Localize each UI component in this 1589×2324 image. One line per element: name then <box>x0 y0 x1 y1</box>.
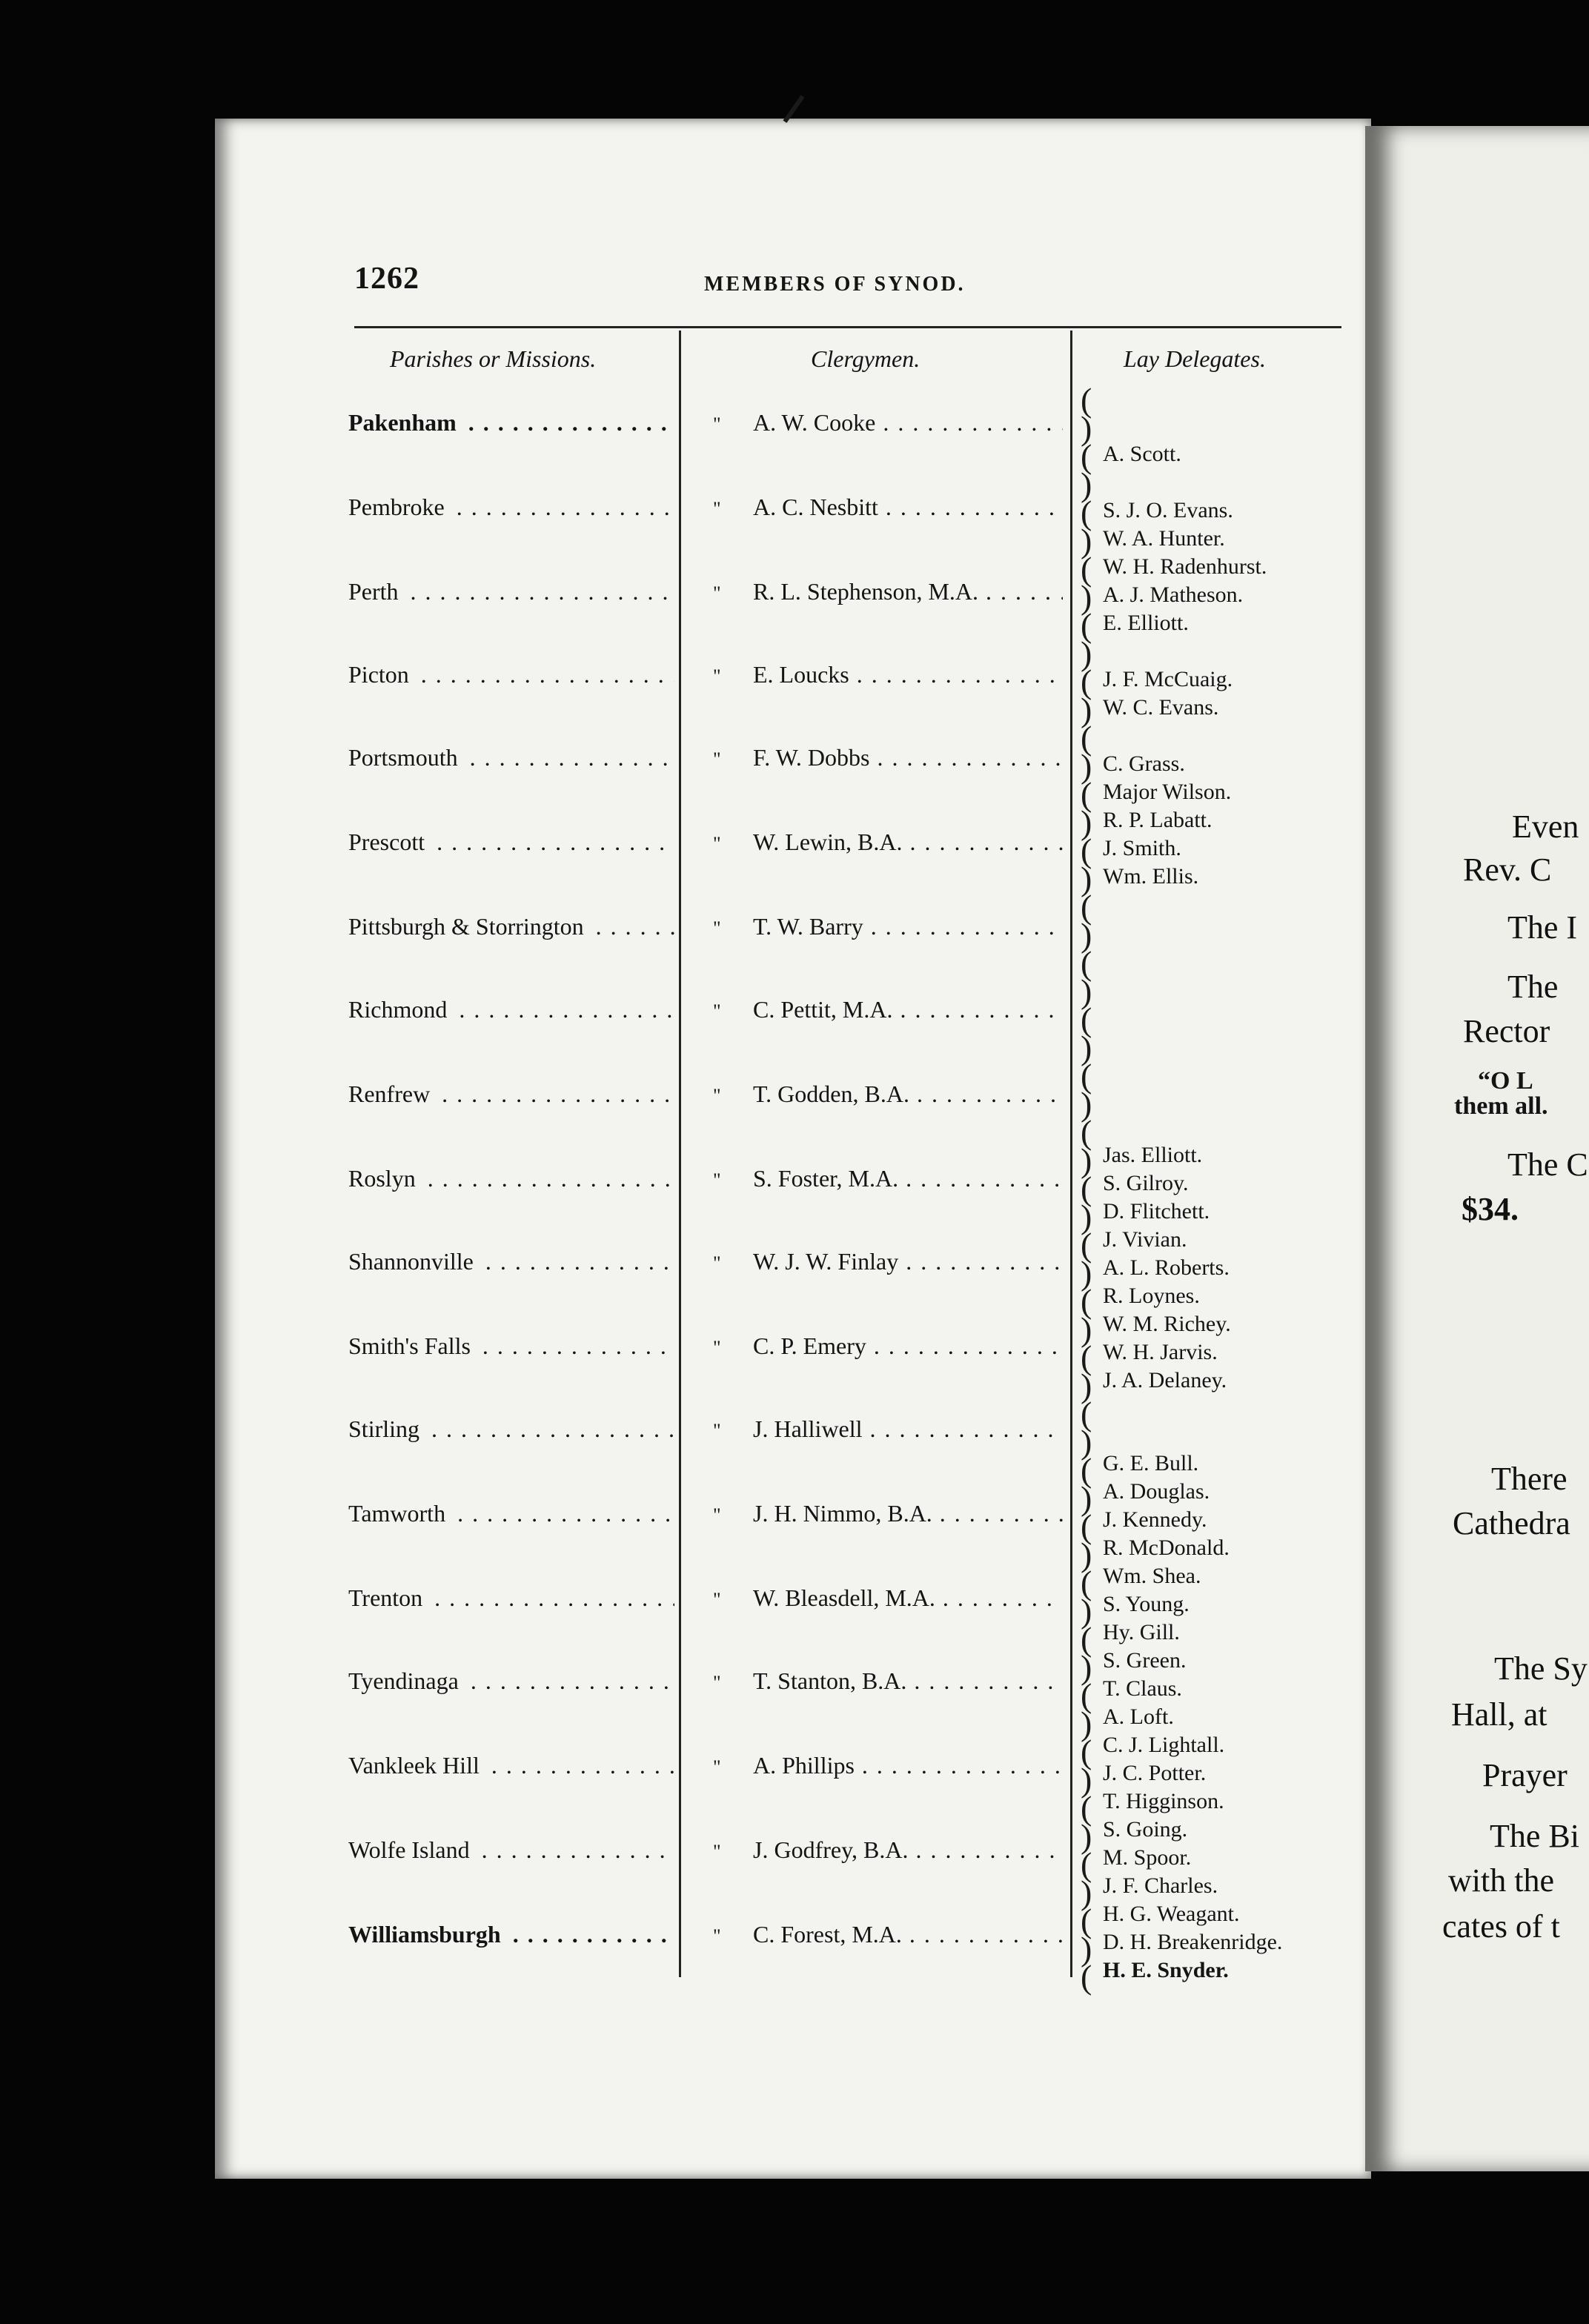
parish-name <box>348 578 674 605</box>
parish-name <box>348 1415 674 1443</box>
brace-mark: ) <box>1081 1873 1092 1911</box>
brace-mark: ( <box>1081 1902 1092 1939</box>
brace-mark: ( <box>1081 1620 1092 1658</box>
parish-name <box>348 1500 674 1527</box>
lay-delegate: D. H. Breakenridge. <box>1103 1930 1283 1954</box>
ditto-mark: " <box>713 917 721 939</box>
clergy-name: C. Forest, M.A. . . . <box>753 1921 1063 1948</box>
brace-mark: ) <box>1081 803 1092 841</box>
parish-label: Vankleek Hill <box>348 1752 484 1779</box>
brace-mark: ( <box>1081 719 1092 757</box>
lay-delegate: C. Grass. <box>1103 751 1185 776</box>
ditto-mark: " <box>713 1420 721 1441</box>
ditto-mark: " <box>713 1504 721 1526</box>
page-number: 1262 <box>354 262 419 296</box>
parish-label: Richmond <box>348 996 451 1023</box>
brace-mark: ( <box>1081 944 1092 982</box>
brace-mark: ) <box>1081 1310 1092 1348</box>
lay-delegate: Jas. Elliott. <box>1103 1143 1203 1167</box>
facing-page-line: Even <box>1512 809 1579 845</box>
lay-delegate: R. Loynes. <box>1103 1284 1200 1308</box>
clergy-name: C. Pettit, M.A. . . . <box>753 996 1063 1023</box>
brace-mark: ( <box>1081 381 1092 419</box>
brace-mark: ( <box>1081 775 1092 813</box>
parish-name <box>348 1667 674 1695</box>
ditto-mark: " <box>713 1672 721 1693</box>
facing-page-line: Rev. C <box>1463 851 1552 888</box>
running-head: MEMBERS OF SYNOD. <box>704 273 966 296</box>
clergy-name: J. H. Nimmo, B.A. . . . <box>753 1500 1063 1527</box>
parish-name <box>348 1584 674 1612</box>
brace-mark: ) <box>1081 409 1092 447</box>
brace-mark: ) <box>1081 1536 1092 1573</box>
brace-mark: ) <box>1081 1761 1092 1799</box>
lay-delegate: R. McDonald. <box>1103 1536 1230 1560</box>
brace-mark: ) <box>1081 1817 1092 1855</box>
parish-name <box>348 996 674 1023</box>
lay-delegate: S. J. O. Evans. <box>1103 498 1233 522</box>
lay-delegate: H. G. Weagant. <box>1103 1902 1240 1926</box>
column-header-parishes: Parishes or Missions. <box>390 345 597 372</box>
brace-mark: ) <box>1081 1930 1092 1968</box>
facing-page-line: with the <box>1448 1862 1554 1899</box>
clergy-name: W. Bleasdell, M.A. . . . <box>753 1584 1063 1612</box>
ditto-mark: " <box>713 1589 721 1610</box>
brace-mark: ) <box>1081 1085 1092 1123</box>
parish-label: Stirling <box>348 1415 424 1442</box>
brace-mark: ( <box>1081 606 1092 644</box>
ditto-mark: " <box>713 582 721 604</box>
column-header-lay-delegates: Lay Delegates. <box>1124 345 1266 372</box>
ditto-mark: " <box>713 748 721 770</box>
parish-name <box>348 1248 674 1275</box>
clergy-name: A. C. Nesbitt . . . <box>753 494 1063 521</box>
brace-mark: ( <box>1081 1169 1092 1207</box>
lay-delegate: S. Green. <box>1103 1648 1187 1673</box>
facing-page-line: The Sy <box>1494 1650 1588 1687</box>
lay-delegate: W. H. Jarvis. <box>1103 1340 1218 1364</box>
brace-mark: ) <box>1081 465 1092 503</box>
parish-name <box>348 494 674 521</box>
brace-mark: ) <box>1081 860 1092 897</box>
parish-label: Portsmouth <box>348 744 462 771</box>
parish-name <box>348 1752 674 1779</box>
facing-page-line: The Bi <box>1490 1818 1579 1854</box>
parish-label: Pittsburgh & Storrington <box>348 913 588 940</box>
parish-name <box>348 409 674 436</box>
ditto-mark: " <box>713 1252 721 1274</box>
parish-label: Roslyn <box>348 1165 420 1192</box>
facing-page-line: Rector <box>1463 1013 1550 1049</box>
parish-label: Prescott <box>348 829 429 855</box>
column-header-clergy: Clergymen. <box>811 345 920 372</box>
clergy-name: R. L. Stephenson, M.A. . . . <box>753 578 1063 605</box>
lay-delegate: Wm. Shea. <box>1103 1564 1201 1588</box>
clergy-name: J. Godfrey, B.A. . . . <box>753 1836 1063 1864</box>
brace-mark: ) <box>1081 1423 1092 1461</box>
facing-page-line: “O L <box>1478 1067 1533 1095</box>
lay-delegate: J. Smith. <box>1103 836 1181 860</box>
brace-mark: ( <box>1081 663 1092 700</box>
clergy-name: S. Foster, M.A. . . . <box>753 1165 1063 1192</box>
brace-mark: ) <box>1081 578 1092 616</box>
facing-page-line: them all. <box>1454 1092 1548 1120</box>
clergy-name: A. W. Cooke . . . <box>753 409 1063 436</box>
facing-page-line: cates of t <box>1442 1908 1560 1945</box>
parish-name <box>348 1332 674 1360</box>
parish-label: Renfrew <box>348 1080 434 1107</box>
brace-mark: ) <box>1081 916 1092 954</box>
clergy-name: A. Phillips . . . <box>753 1752 1063 1779</box>
parish-label: Trenton <box>348 1584 427 1611</box>
brace-mark: ) <box>1081 1479 1092 1517</box>
lay-delegate: J. F. McCuaig. <box>1103 667 1233 691</box>
brace-mark: ( <box>1081 1057 1092 1095</box>
brace-mark: ( <box>1081 1000 1092 1038</box>
brace-mark: ( <box>1081 494 1092 531</box>
lay-delegate: J. F. Charles. <box>1103 1873 1218 1898</box>
clergy-name: F. W. Dobbs . . . <box>753 744 1063 771</box>
clergy-name: W. Lewin, B.A. . . . <box>753 829 1063 856</box>
ditto-mark: " <box>713 414 721 435</box>
lay-delegate: J. C. Potter. <box>1103 1761 1207 1785</box>
lay-delegate: Major Wilson. <box>1103 780 1232 804</box>
clergy-name: J. Halliwell . . . <box>753 1415 1063 1443</box>
brace-mark: ) <box>1081 747 1092 785</box>
ditto-mark: " <box>713 1337 721 1358</box>
ditto-mark: " <box>713 1925 721 1947</box>
brace-mark: ( <box>1081 437 1092 475</box>
facing-page-line: The <box>1507 969 1559 1005</box>
parish-name <box>348 829 674 856</box>
parish-name <box>348 913 674 940</box>
clergy-name: T. W. Barry . . . <box>753 913 1063 940</box>
lay-delegate: W. C. Evans. <box>1103 695 1219 720</box>
brace-mark: ) <box>1081 1704 1092 1742</box>
lay-delegate: J. Kennedy. <box>1103 1507 1207 1532</box>
facing-page-line: The C <box>1507 1146 1588 1183</box>
parish-name <box>348 1921 674 1948</box>
brace-mark: ( <box>1081 831 1092 869</box>
lay-delegate: W. A. Hunter. <box>1103 526 1225 551</box>
parish-label: Pakenham <box>348 409 461 436</box>
parish-label: Tyendinaga <box>348 1667 463 1694</box>
brace-mark: ) <box>1081 1254 1092 1292</box>
ditto-mark: " <box>713 1169 721 1191</box>
parish-name <box>348 1165 674 1192</box>
lay-delegate: S. Going. <box>1103 1817 1188 1842</box>
lay-delegate: H. E. Snyder. <box>1103 1958 1229 1982</box>
header-rule <box>354 326 1341 328</box>
brace-mark: ( <box>1081 1395 1092 1432</box>
lay-delegate: W. H. Radenhurst. <box>1103 554 1267 579</box>
lay-delegate: Hy. Gill. <box>1103 1620 1180 1644</box>
lay-delegate: A. L. Roberts. <box>1103 1255 1230 1280</box>
facing-page-line: There <box>1491 1461 1568 1497</box>
brace-mark: ( <box>1081 1564 1092 1601</box>
ditto-mark: " <box>713 1841 721 1862</box>
brace-mark: ( <box>1081 1226 1092 1264</box>
brace-mark: ( <box>1081 1451 1092 1489</box>
parish-label: Shannonville <box>348 1248 478 1275</box>
parish-label: Wolfe Island <box>348 1836 474 1863</box>
lay-delegate: R. P. Labatt. <box>1103 808 1213 832</box>
parish-name <box>348 1080 674 1108</box>
brace-mark: ( <box>1081 1676 1092 1714</box>
parish-label: Pembroke <box>348 494 449 520</box>
lay-delegate: G. E. Bull. <box>1103 1451 1199 1475</box>
brace-mark: ) <box>1081 634 1092 672</box>
parish-label: Picton <box>348 661 414 688</box>
ditto-mark: " <box>713 1756 721 1778</box>
lay-delegate: C. J. Lightall. <box>1103 1733 1225 1757</box>
brace-mark: ) <box>1081 1648 1092 1686</box>
ditto-mark: " <box>713 498 721 519</box>
clergy-name: T. Godden, B.A. . . . <box>753 1080 1063 1108</box>
lay-delegate: S. Gilroy. <box>1103 1171 1189 1195</box>
parish-name <box>348 1836 674 1864</box>
brace-mark: ) <box>1081 691 1092 728</box>
parish-label: Smith's Falls <box>348 1332 475 1359</box>
lay-delegate: T. Claus. <box>1103 1676 1182 1701</box>
lay-delegate: E. Elliott. <box>1103 611 1189 635</box>
brace-mark: ( <box>1081 1507 1092 1545</box>
column-divider <box>1070 331 1072 1977</box>
clergy-name: T. Stanton, B.A. . . . <box>753 1667 1063 1695</box>
lay-delegate: T. Higginson. <box>1103 1789 1224 1813</box>
parish-name <box>348 661 674 688</box>
brace-mark: ) <box>1081 1367 1092 1404</box>
ditto-mark: " <box>713 1085 721 1106</box>
brace-mark: ) <box>1081 1592 1092 1630</box>
facing-page-line: Cathedra <box>1453 1505 1570 1541</box>
parish-label: Perth <box>348 578 403 605</box>
lay-delegate: W. M. Richey. <box>1103 1312 1231 1336</box>
brace-mark: ( <box>1081 1282 1092 1320</box>
lay-delegate: J. Vivian. <box>1103 1227 1187 1252</box>
brace-mark: ) <box>1081 1029 1092 1066</box>
lay-delegate: A. Loft. <box>1103 1704 1174 1729</box>
brace-mark: ( <box>1081 888 1092 926</box>
lay-delegate: A. J. Matheson. <box>1103 582 1244 607</box>
brace-mark: ( <box>1081 1958 1092 1996</box>
clergy-name: C. P. Emery . . . <box>753 1332 1063 1360</box>
lay-delegate: D. Flitchett. <box>1103 1199 1210 1224</box>
facing-page-line: Prayer <box>1482 1757 1568 1793</box>
facing-page-line: The I <box>1507 909 1578 946</box>
lay-delegate: S. Young. <box>1103 1592 1190 1616</box>
clergy-name: W. J. W. Finlay . . . <box>753 1248 1063 1275</box>
brace-mark: ( <box>1081 1845 1092 1883</box>
brace-mark: ( <box>1081 1733 1092 1770</box>
facing-page-line: Hall, at <box>1451 1696 1547 1733</box>
brace-mark: ( <box>1081 550 1092 588</box>
lay-delegate: M. Spoor. <box>1103 1845 1192 1870</box>
brace-mark: ( <box>1081 1789 1092 1827</box>
parish-label: Williamsburgh <box>348 1921 505 1948</box>
lay-delegate: A. Scott. <box>1103 442 1181 466</box>
lay-delegate: J. A. Delaney. <box>1103 1368 1227 1392</box>
lay-delegate: A. Douglas. <box>1103 1479 1210 1504</box>
brace-mark: ) <box>1081 972 1092 1010</box>
brace-mark: ( <box>1081 1113 1092 1151</box>
column-divider <box>679 331 681 1977</box>
ditto-mark: " <box>713 665 721 687</box>
clergy-name: E. Loucks . . . <box>753 661 1063 688</box>
ditto-mark: " <box>713 833 721 854</box>
parish-label: Tamworth <box>348 1500 450 1527</box>
brace-mark: ) <box>1081 522 1092 560</box>
brace-column <box>1081 381 1092 1996</box>
parish-name <box>348 744 674 771</box>
brace-mark: ( <box>1081 1338 1092 1376</box>
ditto-mark: " <box>713 1000 721 1022</box>
brace-mark: ) <box>1081 1141 1092 1179</box>
facing-page-line: $34. <box>1462 1191 1519 1227</box>
brace-mark: ) <box>1081 1198 1092 1235</box>
lay-delegate: Wm. Ellis. <box>1103 864 1199 889</box>
